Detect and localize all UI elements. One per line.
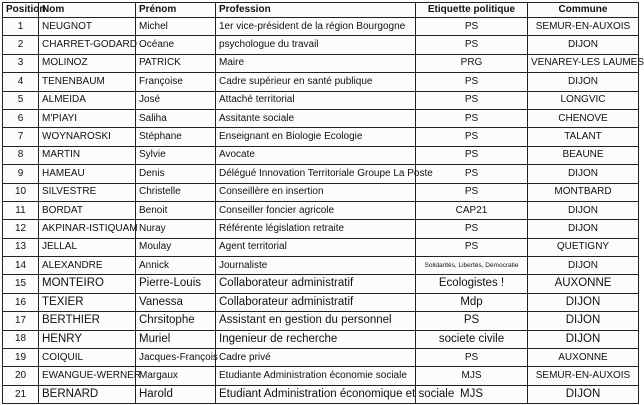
cell-prenom: PATRICK bbox=[136, 54, 216, 72]
header-etiquette: Etiquette politique bbox=[416, 3, 528, 18]
table-row bbox=[3, 330, 639, 348]
table-row bbox=[3, 238, 639, 256]
cell-commune: MONTBARD bbox=[528, 183, 639, 201]
cell-etiquette: PS bbox=[416, 18, 528, 36]
cell-position: 12 bbox=[3, 220, 39, 238]
table-row bbox=[3, 312, 639, 330]
cell-profession: Attaché territorial bbox=[216, 91, 416, 109]
cell-etiquette: PS bbox=[416, 312, 528, 330]
cell-commune: DIJON bbox=[528, 73, 639, 91]
table-row bbox=[3, 165, 639, 183]
cell-profession: Collaborateur administratif bbox=[216, 293, 416, 311]
cell-position: 5 bbox=[3, 91, 39, 109]
cell-profession: Cadre privé bbox=[216, 349, 416, 367]
cell-commune: AUXONNE bbox=[528, 275, 639, 293]
header-commune: Commune bbox=[528, 3, 639, 18]
cell-position: 11 bbox=[3, 201, 39, 219]
cell-nom: HAMEAU bbox=[39, 165, 136, 183]
cell-profession: Délégué Innovation Territoriale Groupe La Poste bbox=[216, 165, 416, 183]
table-row bbox=[3, 36, 639, 54]
candidate-list-table bbox=[2, 2, 644, 404]
table-row bbox=[3, 257, 639, 275]
cell-profession: Enseignant en Biologie Ecologie bbox=[216, 128, 416, 146]
cell-etiquette: PRG bbox=[416, 54, 528, 72]
cell-etiquette: PS bbox=[416, 220, 528, 238]
cell-prenom: Pierre-Louis bbox=[136, 275, 216, 293]
cell-nom: M'PIAYI bbox=[39, 109, 136, 127]
cell-profession: Assitante sociale bbox=[216, 109, 416, 127]
table-row bbox=[3, 18, 639, 36]
table-header bbox=[3, 3, 639, 18]
cell-etiquette: PS bbox=[416, 36, 528, 54]
cell-etiquette: PS bbox=[416, 238, 528, 256]
cell-etiquette: PS bbox=[416, 165, 528, 183]
cell-profession: Maire bbox=[216, 54, 416, 72]
cell-nom: MONTEIRO bbox=[39, 275, 136, 293]
cell-nom: WOYNAROSKI bbox=[39, 128, 136, 146]
cell-nom: NEUGNOT bbox=[39, 18, 136, 36]
cell-etiquette: societe civile bbox=[416, 330, 528, 348]
cell-nom: BERTHIER bbox=[39, 312, 136, 330]
header-prenom: Prénom bbox=[136, 3, 216, 18]
cell-nom: BERNARD bbox=[39, 385, 136, 403]
cell-commune: DIJON bbox=[528, 293, 639, 311]
header-nom: Nom bbox=[39, 3, 136, 18]
cell-position: 20 bbox=[3, 367, 39, 385]
cell-commune: DIJON bbox=[528, 201, 639, 219]
cell-position: 10 bbox=[3, 183, 39, 201]
cell-commune: AUXONNE bbox=[528, 349, 639, 367]
cell-commune: TALANT bbox=[528, 128, 639, 146]
cell-etiquette: PS bbox=[416, 128, 528, 146]
cell-nom: HENRY bbox=[39, 330, 136, 348]
table-row bbox=[3, 128, 639, 146]
table-row bbox=[3, 349, 639, 367]
cell-position: 1 bbox=[3, 18, 39, 36]
cell-etiquette: PS bbox=[416, 109, 528, 127]
cell-profession: Conseiller foncier agricole bbox=[216, 201, 416, 219]
cell-nom: MARTIN bbox=[39, 146, 136, 164]
cell-prenom: Stéphane bbox=[136, 128, 216, 146]
cell-nom: JELLAL bbox=[39, 238, 136, 256]
table-row bbox=[3, 183, 639, 201]
cell-commune: DIJON bbox=[528, 312, 639, 330]
cell-commune: DIJON bbox=[528, 165, 639, 183]
cell-commune: DIJON bbox=[528, 220, 639, 238]
cell-prenom: Margaux bbox=[136, 367, 216, 385]
cell-nom: MOLINOZ bbox=[39, 54, 136, 72]
cell-position: 3 bbox=[3, 54, 39, 72]
cell-position: 6 bbox=[3, 109, 39, 127]
cell-etiquette: PS bbox=[416, 146, 528, 164]
cell-profession: Etudiante Administration économie sociale bbox=[216, 367, 416, 385]
cell-profession: Conseillère en insertion bbox=[216, 183, 416, 201]
cell-commune: SEMUR-EN-AUXOIS bbox=[528, 367, 639, 385]
table-row bbox=[3, 275, 639, 293]
cell-position: 4 bbox=[3, 73, 39, 91]
table-row bbox=[3, 91, 639, 109]
cell-prenom: Saliha bbox=[136, 109, 216, 127]
cell-position: 2 bbox=[3, 36, 39, 54]
cell-nom: ALMEIDA bbox=[39, 91, 136, 109]
cell-nom: SILVESTRE bbox=[39, 183, 136, 201]
cell-position: 7 bbox=[3, 128, 39, 146]
cell-prenom: Chrsitophe bbox=[136, 312, 216, 330]
table-row bbox=[3, 109, 639, 127]
cell-position: 19 bbox=[3, 349, 39, 367]
cell-nom: ALEXANDRE bbox=[39, 257, 136, 275]
cell-profession: Journaliste bbox=[216, 257, 416, 275]
cell-profession: Assistant en gestion du personnel bbox=[216, 312, 416, 330]
cell-nom: TENENBAUM bbox=[39, 73, 136, 91]
cell-prenom: Annick bbox=[136, 257, 216, 275]
cell-prenom: Sylvie bbox=[136, 146, 216, 164]
cell-commune: CHENOVE bbox=[528, 109, 639, 127]
cell-nom: BORDAT bbox=[39, 201, 136, 219]
cell-position: 14 bbox=[3, 257, 39, 275]
cell-commune: VENAREY-LES LAUMES bbox=[528, 54, 639, 72]
cell-prenom: José bbox=[136, 91, 216, 109]
cell-etiquette: Solidarités, Libertés, Démocratie bbox=[416, 257, 528, 275]
cell-etiquette: CAP21 bbox=[416, 201, 528, 219]
cell-profession: Agent territorial bbox=[216, 238, 416, 256]
cell-profession: Cadre supérieur en santé publique bbox=[216, 73, 416, 91]
cell-commune: DIJON bbox=[528, 385, 639, 403]
table-row bbox=[3, 146, 639, 164]
cell-nom: CHARRET-GODARD bbox=[39, 36, 136, 54]
cell-prenom: Muriel bbox=[136, 330, 216, 348]
cell-etiquette: PS bbox=[416, 91, 528, 109]
cell-nom: EWANGUE-WERNER bbox=[39, 367, 136, 385]
table-row bbox=[3, 201, 639, 219]
cell-position: 9 bbox=[3, 165, 39, 183]
cell-prenom: Denis bbox=[136, 165, 216, 183]
cell-commune: SEMUR-EN-AUXOIS bbox=[528, 18, 639, 36]
cell-commune: DIJON bbox=[528, 257, 639, 275]
header-position: Position bbox=[3, 3, 39, 18]
cell-position: 13 bbox=[3, 238, 39, 256]
cell-commune: DIJON bbox=[528, 36, 639, 54]
cell-profession: psychologue du travail bbox=[216, 36, 416, 54]
cell-profession: Référente législation retraite bbox=[216, 220, 416, 238]
cell-commune: BEAUNE bbox=[528, 146, 639, 164]
table-row bbox=[3, 54, 639, 72]
cell-prenom: Moulay bbox=[136, 238, 216, 256]
cell-position: 21 bbox=[3, 385, 39, 403]
cell-prenom: Harold bbox=[136, 385, 216, 403]
cell-commune: DIJON bbox=[528, 330, 639, 348]
cell-prenom: Vanessa bbox=[136, 293, 216, 311]
table-body bbox=[3, 18, 644, 404]
cell-commune: LONGVIC bbox=[528, 91, 639, 109]
table-row bbox=[3, 293, 639, 311]
cell-etiquette: PS bbox=[416, 349, 528, 367]
cell-position: 15 bbox=[3, 275, 39, 293]
cell-etiquette: PS bbox=[416, 183, 528, 201]
table-row bbox=[3, 367, 639, 385]
cell-prenom: Michel bbox=[136, 18, 216, 36]
table-row bbox=[3, 385, 639, 403]
cell-prenom: Françoise bbox=[136, 73, 216, 91]
cell-profession: Etudiant Administration économique et sociale bbox=[216, 385, 416, 403]
cell-etiquette: Mdp bbox=[416, 293, 528, 311]
cell-prenom: Jacques-François bbox=[136, 349, 216, 367]
cell-prenom: Christelle bbox=[136, 183, 216, 201]
table-row bbox=[3, 220, 639, 238]
cell-prenom: Océane bbox=[136, 36, 216, 54]
cell-nom: AKPINAR-ISTIQUAM bbox=[39, 220, 136, 238]
cell-profession: Collaborateur administratif bbox=[216, 275, 416, 293]
cell-prenom: Benoit bbox=[136, 201, 216, 219]
cell-position: 16 bbox=[3, 293, 39, 311]
cell-position: 18 bbox=[3, 330, 39, 348]
header-row bbox=[3, 3, 639, 18]
cell-etiquette: PS bbox=[416, 73, 528, 91]
cell-prenom: Nuray bbox=[136, 220, 216, 238]
cell-commune: QUETIGNY bbox=[528, 238, 639, 256]
cell-profession: Avocate bbox=[216, 146, 416, 164]
cell-etiquette: MJS bbox=[416, 367, 528, 385]
cell-profession: Ingenieur de recherche bbox=[216, 330, 416, 348]
cell-nom: TEXIER bbox=[39, 293, 136, 311]
cell-nom: COIQUIL bbox=[39, 349, 136, 367]
table-row bbox=[3, 73, 639, 91]
cell-profession: 1er vice-président de la région Bourgogne bbox=[216, 18, 416, 36]
cell-etiquette: Ecologistes ! bbox=[416, 275, 528, 293]
cell-position: 8 bbox=[3, 146, 39, 164]
header-profession: Profession bbox=[216, 3, 416, 18]
cell-position: 17 bbox=[3, 312, 39, 330]
cell-etiquette: MJS bbox=[416, 385, 528, 403]
